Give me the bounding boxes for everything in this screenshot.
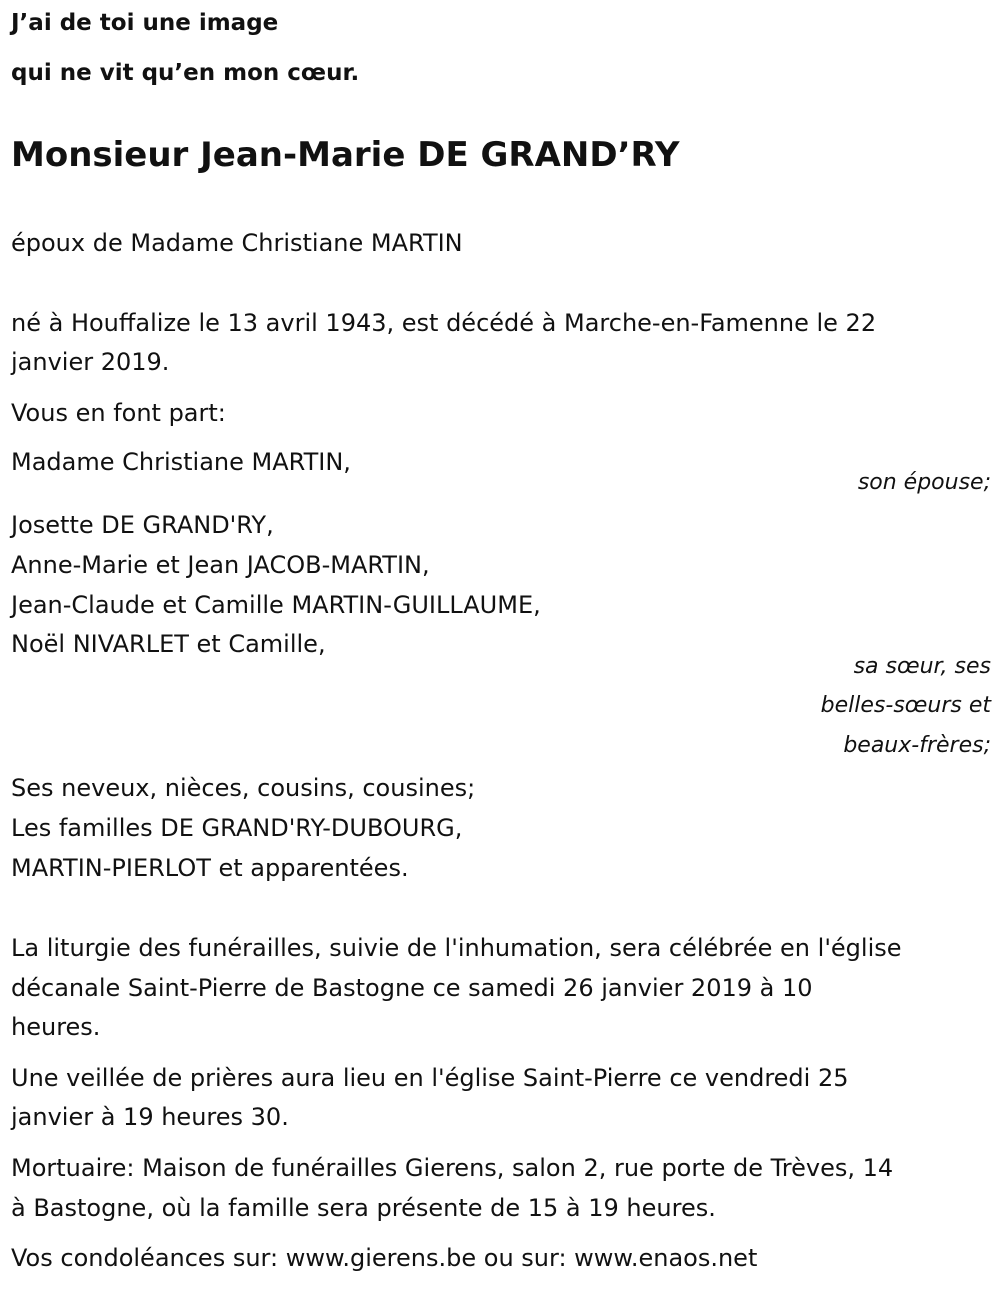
other-relatives-line: Ses neveux, nièces, cousins, cousines; xyxy=(11,774,476,802)
spouse-line: époux de Madame Christiane MARTIN xyxy=(11,229,463,257)
announcement-intro: Vous en font part: xyxy=(11,399,226,427)
spouse-relation: son épouse; xyxy=(857,470,991,495)
mortuary-line: à Bastogne, où la famille sera présente de 15 à 19 heures. xyxy=(11,1194,716,1222)
birth-death-line-1: né à Houffalize le 13 avril 1943, est décédé à Marche-en-Famenne le 22 xyxy=(11,309,877,337)
deceased-name: Monsieur Jean-Marie DE GRAND’RY xyxy=(11,135,680,175)
funeral-line: heures. xyxy=(11,1013,101,1041)
vigil-line: janvier à 19 heures 30. xyxy=(11,1103,289,1131)
poem-line-1: J’ai de toi une image xyxy=(11,10,279,36)
mortuary-line: Mortuaire: Maison de funérailles Gierens, salon 2, rue porte de Trèves, 14 xyxy=(11,1154,894,1182)
poem-line-2: qui ne vit qu’en mon cœur. xyxy=(11,60,360,86)
family-relation-line: beaux-frères; xyxy=(843,733,991,758)
family-member: Noël NIVARLET et Camille, xyxy=(11,630,326,658)
funeral-line: décanale Saint-Pierre de Bastogne ce samedi 26 janvier 2019 à 10 xyxy=(11,974,813,1002)
vigil-line: Une veillée de prières aura lieu en l'église Saint-Pierre ce vendredi 25 xyxy=(11,1064,849,1092)
other-relatives-line: Les familles DE GRAND'RY-DUBOURG, xyxy=(11,814,463,842)
funeral-line: La liturgie des funérailles, suivie de l'inhumation, sera célébrée en l'église xyxy=(11,934,902,962)
family-member: Josette DE GRAND'RY, xyxy=(11,511,274,539)
family-member: Anne-Marie et Jean JACOB-MARTIN, xyxy=(11,551,430,579)
family-relation-line: sa sœur, ses xyxy=(853,654,991,679)
other-relatives-line: MARTIN-PIERLOT et apparentées. xyxy=(11,854,409,882)
birth-death-line-2: janvier 2019. xyxy=(11,348,170,376)
family-member: Jean-Claude et Camille MARTIN-GUILLAUME, xyxy=(11,591,541,619)
condolences-line: Vos condoléances sur: www.gierens.be ou sur: www.enaos.net xyxy=(11,1244,758,1272)
spouse-name: Madame Christiane MARTIN, xyxy=(11,448,351,476)
family-relation-line: belles-sœurs et xyxy=(820,693,991,718)
